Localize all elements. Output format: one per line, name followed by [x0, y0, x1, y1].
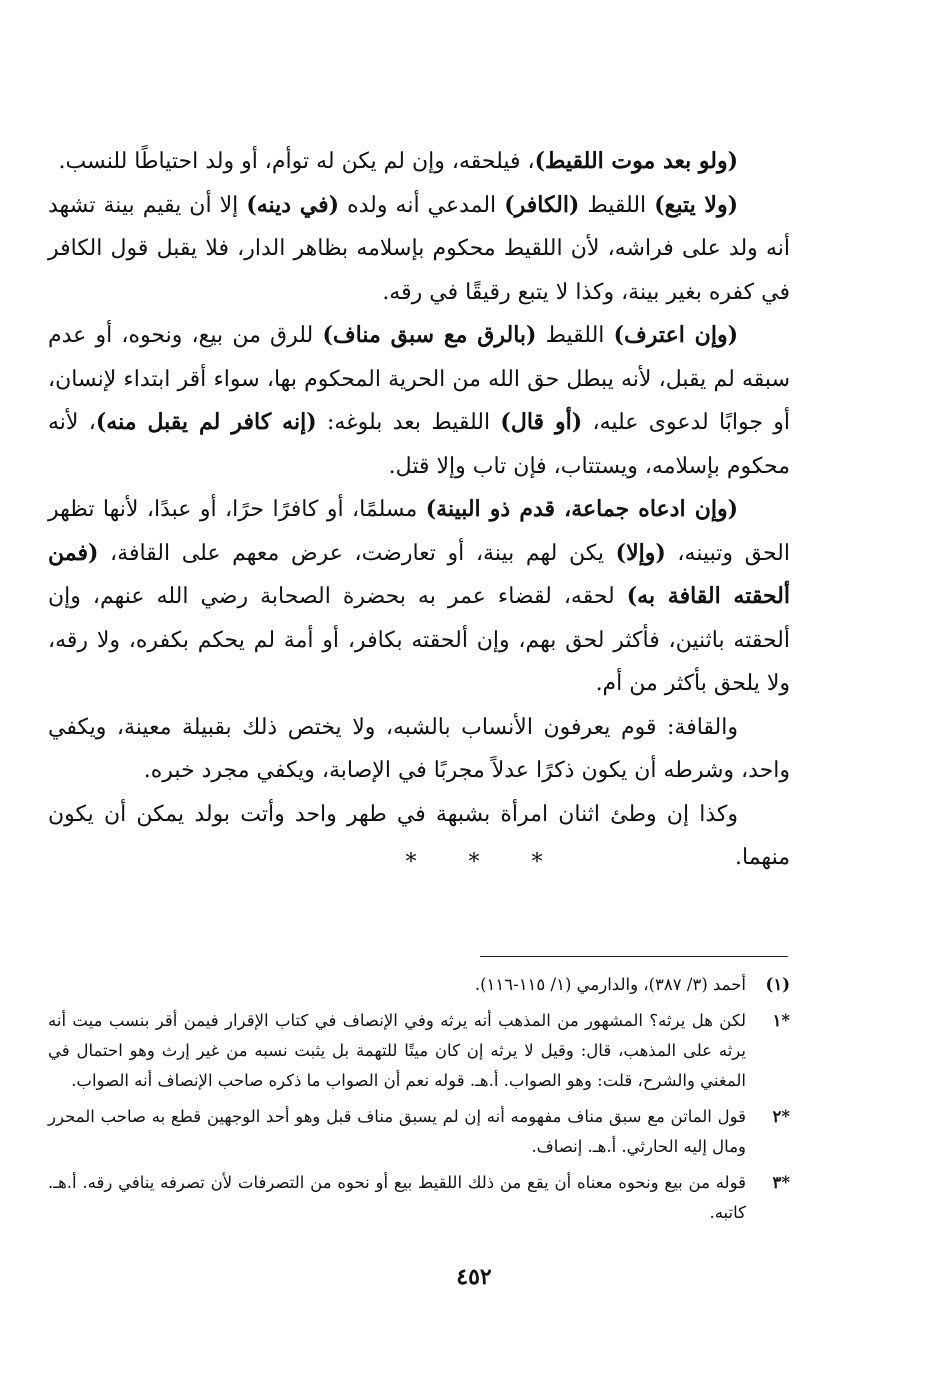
footnote-text: أحمد (٣/ ٣٨٧)، والدارمي (١/ ١١٥-١١٦).: [474, 975, 746, 994]
bold-phrase: (أو قال): [500, 409, 583, 435]
page-number: ٤٥٢: [456, 1264, 492, 1290]
paragraph-2: [48, 184, 790, 315]
text-run: المدعي أنه ولده: [339, 192, 505, 218]
section-separator: [0, 850, 948, 875]
paragraph-3: [48, 314, 790, 488]
footnote-marker: *٣: [772, 1173, 790, 1192]
bold-phrase: (في دينه): [246, 191, 340, 218]
asterisk-ornament: *: [531, 850, 543, 875]
text-run: ، فيلحقه، وإن لم يكن له توأم، أو ولد احتياطًا للنسب.: [58, 149, 535, 174]
bold-phrase: (وإن ادعاه جماعة، قدم ذو البينة): [425, 496, 738, 522]
bold-phrase: (الكافر): [504, 191, 580, 218]
asterisk-ornament: *: [405, 850, 417, 875]
bold-phrase: (وإن اعترف): [613, 322, 738, 348]
text-run: مسلمًا، أو كافرًا حرًا، أو عبدًا، لأنها تظهر الحق وتبينه،: [48, 497, 790, 566]
text-run: اللقيط بعد بلوغه:: [316, 410, 501, 435]
bold-phrase: (بالرق مع سبق مناف): [322, 322, 537, 348]
paragraph-4: [48, 488, 790, 706]
text-run: إلا أن يقيم بينة تشهد أنه ولد على فراشه، لأن اللقيط محكوم بإسلامه بظاهر الدار، فلا يقبل قول الكافر في كفره بغير بينة، وكذا لا يتبع رقيقًا في رقه.: [48, 192, 790, 305]
footnote-marker: (١): [765, 975, 790, 994]
paragraph-1: [48, 140, 738, 184]
bold-phrase: (وإلا): [615, 539, 666, 566]
footnote-item: [48, 970, 790, 1000]
bold-phrase: (ولا يتبع): [654, 191, 739, 218]
bold-phrase: (ولو بعد موت اللقيط): [534, 148, 738, 174]
footnote-text: قول الماتن مع سبق مناف مفهومه أنه إن لم يسبق مناف قبل وهو أحد الوجهين قطع به صاحب المحرر ومال إليه الحارثي. أ.هـ. إنصاف.: [48, 1107, 746, 1156]
footnote-text: قوله من بيع ونحوه معناه أن يقع من ذلك اللقيط بيع أو نحوه من التصرفات لأن تصرفه ينافي رقه. أ.هـ. كاتبه.: [48, 1173, 746, 1222]
paragraph-6: وكذا إن وطئ اثنان امرأة بشبهة في طهر واحد وأتت بولد يمكن أن يكون منهما.: [48, 801, 790, 870]
bold-phrase: (إنه كافر لم يقبل منه): [95, 409, 317, 435]
bold-phrase: (فمن ألحقته القافة به): [48, 539, 790, 609]
footnote-marker: *٢: [772, 1107, 790, 1126]
text-run: اللقيط: [579, 192, 655, 218]
text-run: لحقه، لقضاء عمر به بحضرة الصحابة رضي الله عنهم، وإن ألحقته باثنين، فأكثر لحق بهم، وإن ألحقته بكافر، أو أمة لم يحكم بكفره، ولا رقه، ولا يلحق بأكثر من أم.: [48, 584, 790, 696]
footnote-text: لكن هل يرثه؟ المشهور من المذهب أنه يرثه وفي الإنصاف في كتاب الإقرار فيمن أقر بنسب ميت أنه يرثه على المذهب، قال: وقيل لا يرثه إن كان ميتًا للتهمة بل يثبت نسبه من غير إرث وهو احتمال في المغني والشرح، قلت: وهو الصواب. أ.هـ. قوله نعم أن الصواب ما ذكره صاحب الإنصاف أنه الصواب.: [48, 1011, 746, 1090]
footnote-item: [48, 1102, 790, 1162]
footnote-marker: *١: [772, 1011, 790, 1030]
footnote-item: [48, 1168, 790, 1228]
paragraph-5: والقافة: قوم يعرفون الأنساب بالشبه، ولا يختص ذلك بقبيلة معينة، ويكفي واحد، وشرطه أن يكون ذكرًا عدلاً مجربًا في الإصابة، ويكفي مجرد خبره.: [48, 714, 790, 783]
asterisk-ornament: *: [468, 850, 480, 875]
footnote-item: [48, 1006, 790, 1096]
text-run: اللقيط: [536, 323, 614, 348]
footnote-divider: [480, 956, 788, 957]
text-run: للرق من بيع، ونحوه، أو عدم سبقه لم يقبل، لأنه يبطل حق الله من الحرية المحكوم بها، سواء أقر ابتداء لإنسان، أو جوابًا لدعوى عليه،: [48, 323, 790, 435]
footnotes: [48, 970, 790, 1234]
text-run: يكن لهم بينة، أو تعارضت، عرض معهم على القافة،: [98, 540, 616, 566]
text-run: ، لأنه محكوم بإسلامه، ويستتاب، فإن تاب وإلا قتل.: [48, 410, 790, 479]
main-text: [48, 140, 790, 880]
